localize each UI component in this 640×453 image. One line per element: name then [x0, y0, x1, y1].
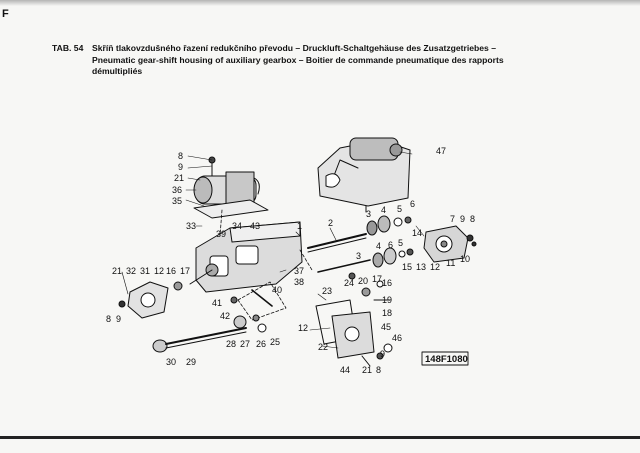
callout: 39	[216, 229, 227, 239]
callout: 30	[166, 357, 177, 367]
callout: 8	[106, 314, 112, 324]
caption-line-3: démultipliés	[92, 66, 143, 76]
callout: 19	[382, 295, 393, 305]
callout: 9	[380, 349, 386, 359]
callout: 12	[430, 262, 441, 272]
callout: 34	[232, 221, 243, 231]
end-cover-left	[119, 282, 182, 318]
callout: 10	[460, 254, 471, 264]
callout: 1	[297, 221, 303, 231]
callout: 21	[112, 266, 123, 276]
callout: 17	[372, 274, 383, 284]
callout: 18	[382, 308, 393, 318]
callout: 14	[412, 228, 423, 238]
callout: 28	[226, 339, 237, 349]
callout: 2	[328, 218, 334, 228]
callout: 6	[410, 199, 416, 209]
corner-mark: F	[2, 8, 9, 20]
callout: 47	[436, 146, 447, 156]
piston-parts-lower	[318, 248, 413, 272]
callout: 8	[178, 151, 184, 161]
callout: 42	[220, 311, 231, 321]
callout: 6	[388, 240, 394, 250]
callout: 21	[362, 365, 373, 375]
callout: 35	[172, 196, 183, 206]
callout: 43	[250, 221, 261, 231]
small-parts-center	[231, 290, 272, 332]
callout: 44	[340, 365, 351, 375]
callout: 36	[172, 185, 183, 195]
callout: 41	[212, 298, 223, 308]
shift-shaft	[308, 234, 366, 252]
callout: 31	[140, 266, 151, 276]
callout: 8	[470, 214, 476, 224]
callout: 3	[366, 209, 372, 219]
callout: 5	[398, 238, 404, 248]
valve-assembly-top-left	[194, 157, 268, 218]
callout: 29	[186, 357, 197, 367]
callout: 4	[381, 205, 387, 215]
valve-assembly-top-right	[318, 138, 410, 212]
callout: 26	[256, 339, 267, 349]
callout: 16	[382, 278, 393, 288]
callout: 11	[446, 258, 456, 268]
callout: 22	[318, 342, 329, 352]
tab-label: TAB. 54	[52, 43, 84, 53]
callout: 3	[356, 251, 362, 261]
callout: 24	[344, 278, 355, 288]
callout: 9	[178, 162, 184, 172]
callout: 4	[376, 241, 382, 251]
callout: 9	[116, 314, 122, 324]
callout: 38	[294, 277, 305, 287]
callout: 32	[126, 266, 137, 276]
callout: 21	[174, 173, 185, 183]
caption-line-2: Pneumatic gear-shift housing of auxiliary gearbox – Boitier de commande pneumatique des rapports	[92, 54, 504, 65]
callout: 13	[416, 262, 427, 272]
callout: 17	[180, 266, 191, 276]
callout: 45	[381, 322, 392, 332]
callout: 40	[272, 285, 283, 295]
piston-parts-upper	[367, 216, 411, 235]
caption-line-1: Skříň tlakovzdušného řazení redukčního převodu – Druckluft-Schaltgehäuse des Zusatzgetriebes –	[92, 43, 497, 53]
callout: 5	[397, 204, 403, 214]
callout: 27	[240, 339, 251, 349]
callout: 12	[298, 323, 309, 333]
callout: 15	[402, 262, 413, 272]
callout: 12	[154, 266, 165, 276]
callout: 9	[460, 214, 466, 224]
callout: 16	[166, 266, 177, 276]
main-housing	[190, 222, 305, 292]
callout: 25	[270, 337, 281, 347]
callout: 8	[376, 365, 382, 375]
callout: 33	[186, 221, 197, 231]
drawing-code: 148F1080	[425, 354, 468, 365]
callout: 7	[450, 214, 456, 224]
callout: 20	[358, 276, 369, 286]
callout: 37	[294, 266, 305, 276]
callout: 46	[392, 333, 403, 343]
callout: 23	[322, 286, 333, 296]
